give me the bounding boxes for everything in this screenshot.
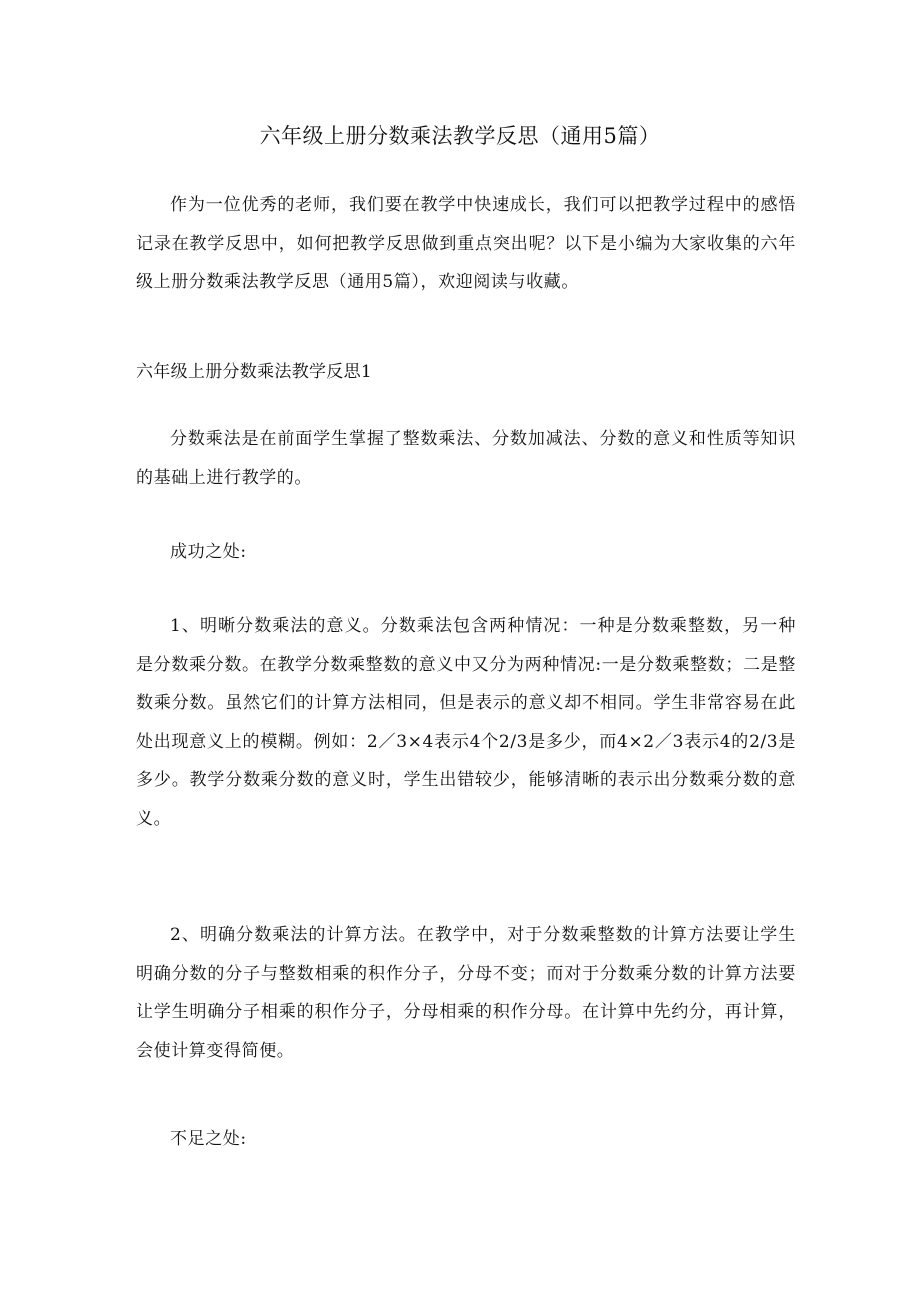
list-item-2: 2、明确分数乘法的计算方法。在教学中，对于分数乘整数的计算方法要让学生明确分数的分子与整数相乘的积作分子，分母不变；而对于分数乘分数的计算方法要让学生明确分子相乘的积作分子，分母相乘的积作分母。在计算中先约分，再计算，会使计算变得简便。: [136, 925, 796, 1061]
success-heading: 成功之处:: [170, 542, 247, 562]
document-title: 六年级上册分数乘法教学反思（通用5篇）: [259, 124, 661, 148]
paragraph: 分数乘法是在前面学生掌握了整数乘法、分数加减法、分数的意义和性质等知识的基础上进行教学的。: [136, 429, 796, 488]
intro-paragraph: 作为一位优秀的老师，我们要在教学中快速成长，我们可以把教学过程中的感悟记录在教学反思中，如何把教学反思做到重点突出呢？以下是小编为大家收集的六年级上册分数乘法教学反思（通用5篇），欢迎阅读与收藏。: [136, 195, 796, 292]
shortcoming-heading: 不足之处:: [170, 1129, 247, 1149]
list-item-1: 1、明晰分数乘法的意义。分数乘法包含两种情况：一种是分数乘整数，另一种是分数乘分数。在教学分数乘整数的意义中又分为两种情况:一是分数乘整数；二是整数乘分数。虽然它们的计算方法相同，但是表示的意义却不相同。学生非常容易在此处出现意义上的模糊。例如：2／3×4表示4个2/3是多少，而4×2／3表示4的2/3是多少。教学分数乘分数的意义时，学生出错较少，能够清晰的表示出分数乘分数的意义。: [136, 616, 796, 829]
section-heading: 六年级上册分数乘法教学反思1: [136, 362, 373, 382]
